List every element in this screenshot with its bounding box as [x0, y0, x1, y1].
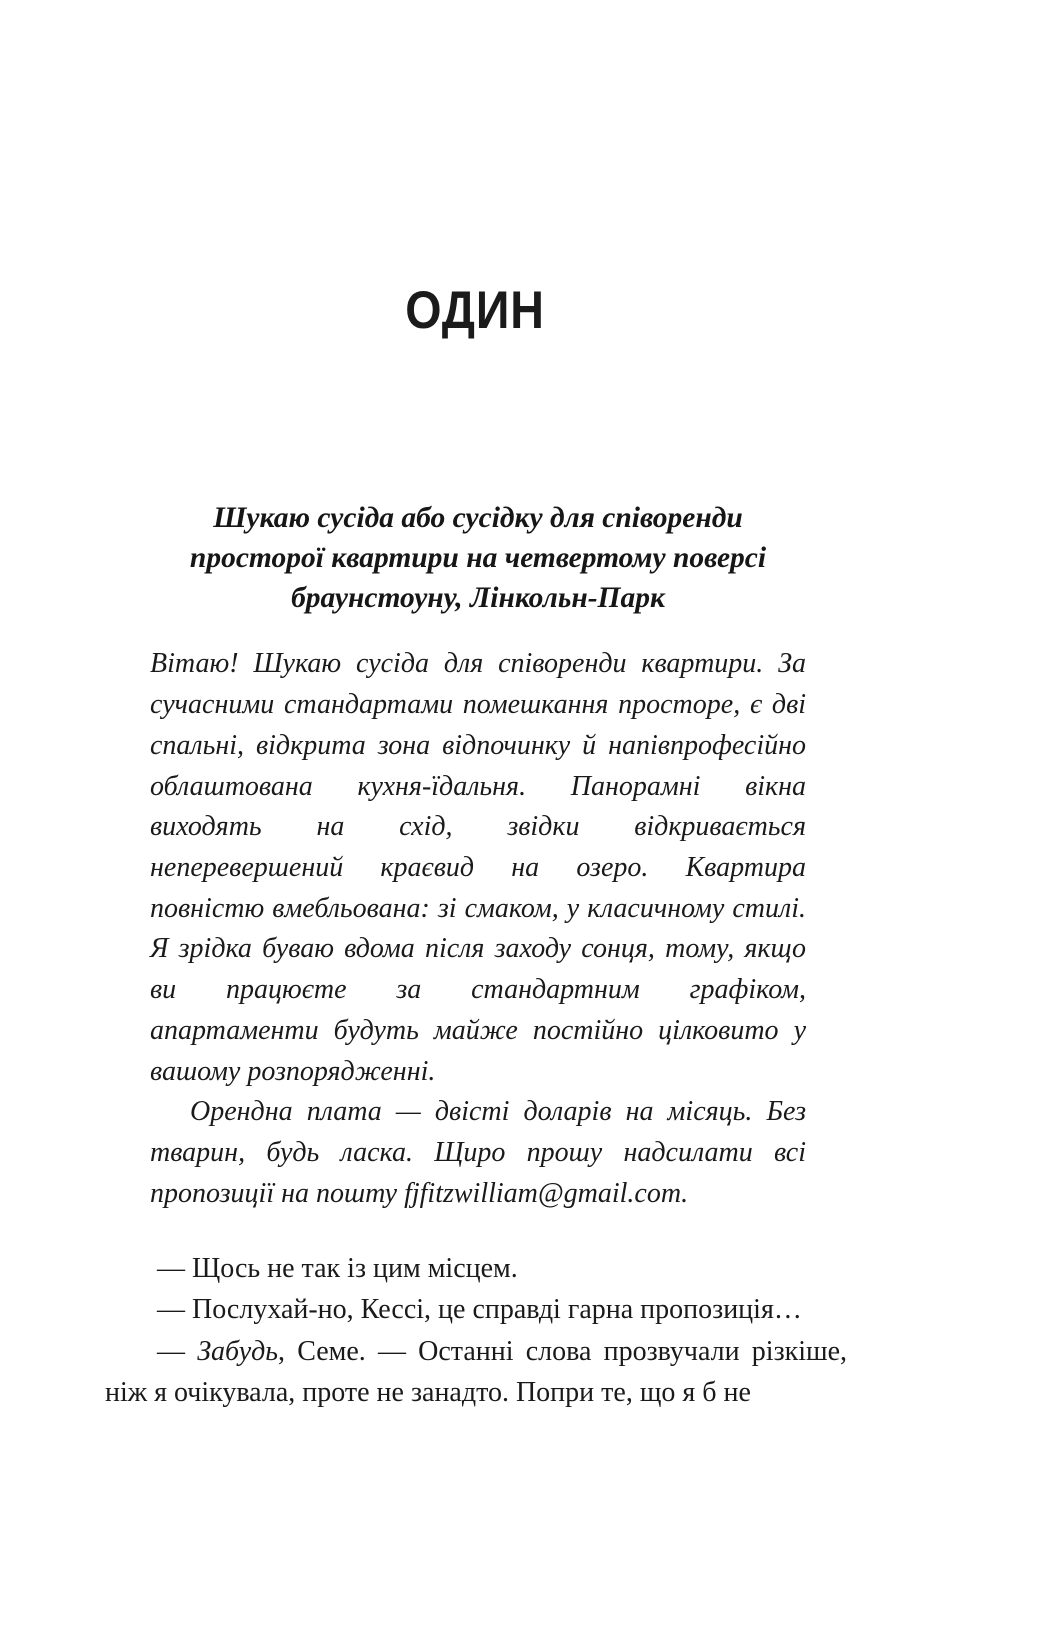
dialogue-line: — Послухай-но, Кессі, це справді гарна пропозиція…	[157, 1294, 802, 1326]
narration-text: , Семе. — Останні слова прозвучали різкіше, ніж я очікувала, проте не занадто. Попри те, що я б не	[105, 1335, 848, 1408]
advertisement-heading-line-1: Шукаю сусіда або сусідку для співоренди	[213, 502, 743, 534]
dialogue-dash: —	[157, 1335, 198, 1367]
advertisement-block	[150, 498, 806, 1215]
dialogue-block	[105, 1248, 847, 1413]
advertisement-heading-line-3: браунстоуну, Лінкольн-Парк	[291, 582, 665, 615]
advertisement-paragraph: Вітаю! Шукаю сусіда для співоренди квартири. За сучасними стандартами помешкання просторе, є дві спальні, відкрита зона відпочинку й напівпрофесійно облаштована кухня-їдальня. Панорамні вікна виходять на схід, звідки відкривається неперевершений краєвид на озеро. Квартира повністю вмебльована: зі смаком, у класичному стилі. Я зрідка буваю вдома після заходу сонця, тому, якщо ви працюєте за стандартним графіком, апартаменти будуть майже постійно цілковито у вашому розпорядженні.	[150, 648, 806, 1087]
advertisement-paragraph: Орендна плата — двісті доларів на місяць. Без тварин, будь ласка. Щиро прошу надсилати всі пропозиції на пошту fjfitzwilliam@gmail.com.	[150, 1096, 806, 1209]
advertisement-body	[150, 618, 806, 1214]
emphasized-word: Забудь	[197, 1335, 279, 1367]
dialogue-line: — Щось не так із цим місцем.	[157, 1253, 518, 1284]
advertisement-heading-line-2: просторої квартири на четвертому поверсі	[189, 542, 767, 575]
dialogue-line-with-narration	[105, 1331, 847, 1414]
chapter-title: ОДИН	[405, 281, 545, 340]
advertisement-heading	[150, 498, 806, 618]
